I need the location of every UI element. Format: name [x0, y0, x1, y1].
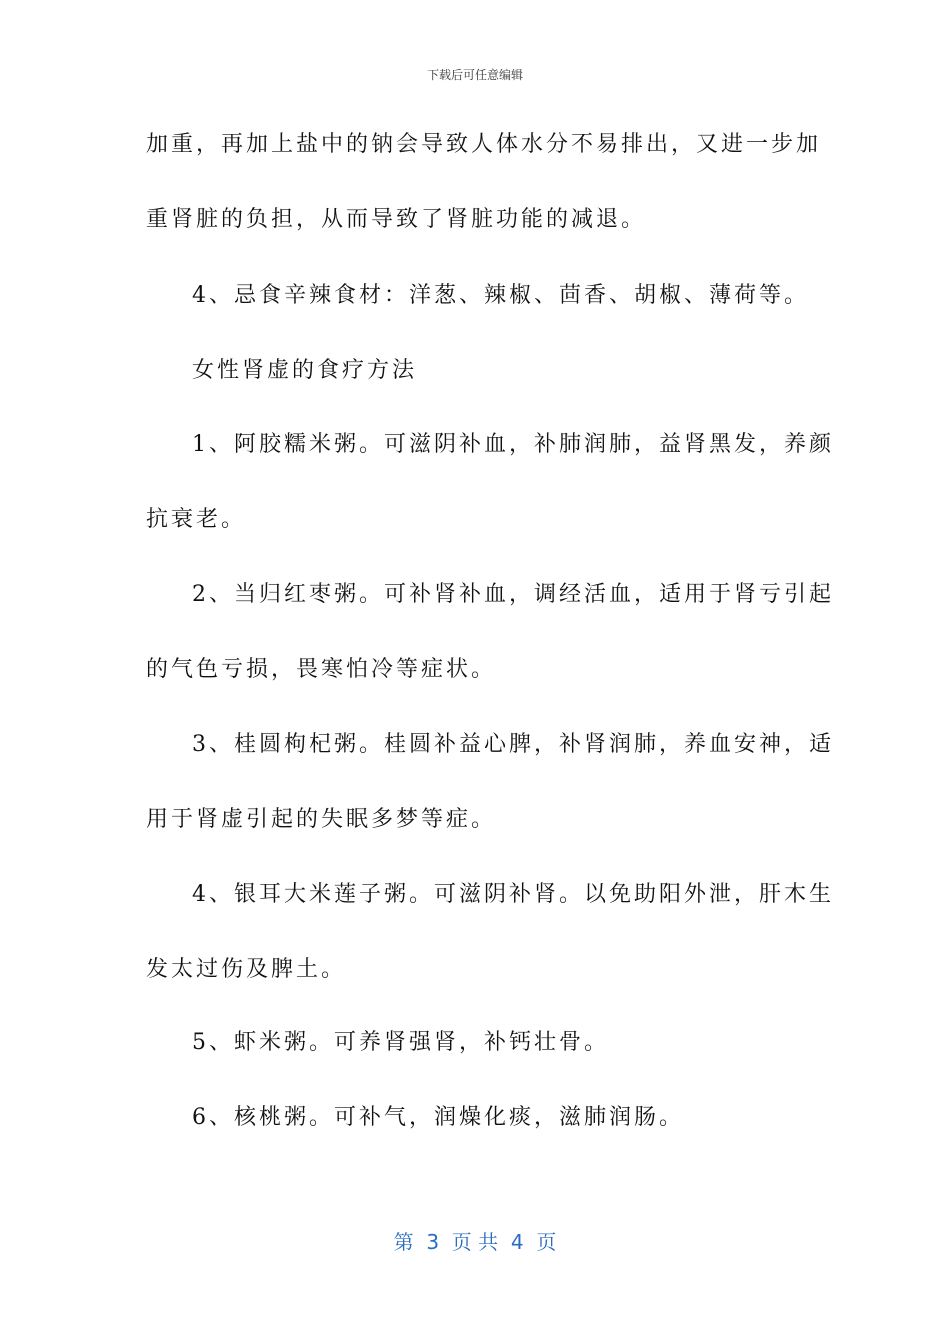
body-line: 1、阿胶糯米粥。可滋阴补血，补肺润肺，益肾黑发，养颜	[192, 432, 834, 457]
section-heading: 女性肾虚的食疗方法	[192, 358, 418, 383]
body-line: 重肾脏的负担，从而导致了肾脏功能的减退。	[146, 207, 647, 232]
body-line: 发太过伤及脾土。	[146, 957, 347, 982]
body-line: 5、虾米粥。可养肾强肾，补钙壮骨。	[192, 1030, 609, 1055]
body-line: 6、核桃粥。可补气，润燥化痰，滋肺润肠。	[192, 1105, 684, 1130]
body-line: 4、银耳大米莲子粥。可滋阴补肾。以免助阳外泄，肝木生	[192, 882, 834, 907]
body-line: 的气色亏损，畏寒怕冷等症状。	[146, 657, 497, 682]
body-line: 抗衰老。	[146, 507, 247, 532]
page-header: 下载后可任意编辑	[426, 68, 523, 82]
body-line: 2、当归红枣粥。可补肾补血，调经活血，适用于肾亏引起	[192, 582, 834, 607]
body-line: 加重，再加上盐中的钠会导致人体水分不易排出，又进一步加	[146, 132, 822, 157]
body-line: 3、桂圆枸杞粥。桂圆补益心脾，补肾润肺，养血安神，适	[192, 732, 834, 757]
body-line: 4、忌食辛辣食材：洋葱、辣椒、茴香、胡椒、薄荷等。	[192, 283, 809, 308]
page-footer: 第 3 页 共 4 页	[393, 1230, 557, 1254]
body-line: 用于肾虚引起的失眠多梦等症。	[146, 807, 497, 832]
